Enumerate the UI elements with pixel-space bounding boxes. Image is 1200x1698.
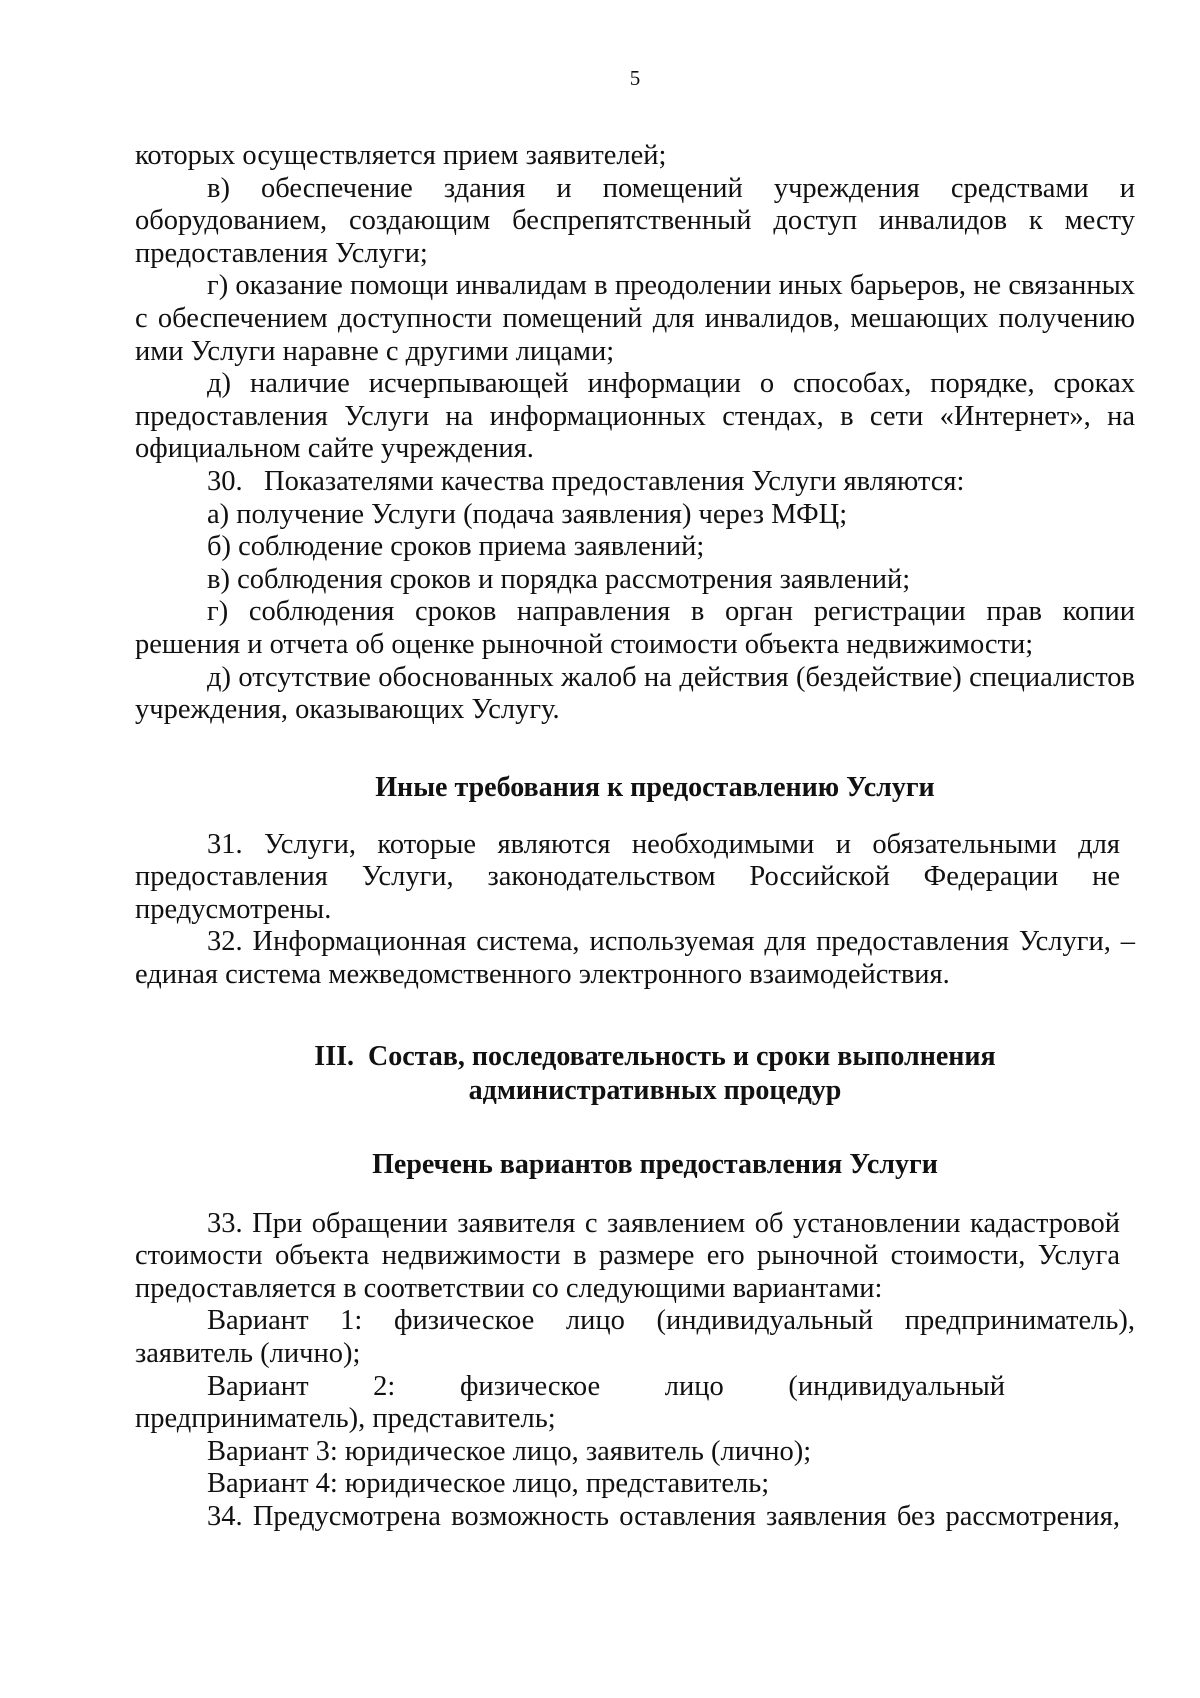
paragraph-31: 31. Услуги, которые являются необходимыми и обязательными для предоставления Услуги, законодательством Российской Федерации не предусмотрены. — [135, 828, 1120, 925]
paragraph-30-item-b: б) соблюдение сроков приема заявлений; — [207, 531, 705, 563]
paragraph-variant-3: Вариант 3: юридическое лицо, заявитель (лично); — [207, 1435, 812, 1467]
spacer — [135, 805, 1135, 829]
heading-wrapper — [135, 1148, 1135, 1182]
section-heading-line-2: административных процедур — [468, 1074, 842, 1106]
section-heading-line-1: III. Состав, последовательность и сроки выполнения — [314, 1040, 996, 1072]
spacer — [135, 727, 1135, 771]
paragraph-30-item-v: в) соблюдения сроков и порядка рассмотрения заявлений; — [207, 563, 911, 595]
paragraph-34: 34. Предусмотрена возможность оставления заявления без рассмотрения, — [207, 1501, 1120, 1532]
paragraph-continuation: которых осуществляется прием заявителей; — [135, 140, 667, 171]
paragraph-item-v-equipment: в) обеспечение здания и помещений учреждения средствами и оборудованием, создающим беспрепятственный доступ инвалидов к месту предоставления Услуги; — [135, 172, 1135, 269]
spacer — [135, 1182, 1135, 1208]
paragraph-30-quality-indicators: 30. Показателями качества предоставления Услуги являются: — [207, 465, 965, 497]
paragraph-variant-4: Вариант 4: юридическое лицо, представитель; — [207, 1468, 770, 1500]
page-number: 5 — [629, 66, 641, 90]
middle-block — [135, 829, 1120, 927]
paragraph-item-d-information: д) наличие исчерпывающей информации о способах, порядке, сроках предоставления Услуги на информационных стендах, в сети «Интернет», на официальном сайте учреждения. — [135, 368, 1135, 465]
heading-other-requirements: Иные требования к предоставлению Услуги — [375, 771, 935, 803]
paragraph-34-wrapper — [135, 1501, 1120, 1534]
paragraph-variant-2: Вариант 2: физическое лицо (индивидуальный предприниматель), представитель; — [135, 1370, 1005, 1435]
spacer — [135, 1108, 1135, 1148]
spacer — [135, 992, 1135, 1040]
heading-variants-list: Перечень вариантов предоставления Услуги — [372, 1148, 938, 1180]
heading-wrapper — [135, 771, 1135, 805]
paragraph-30-item-d: д) отсутствие обоснованных жалоб на действия (бездействие) специалистов учреждения, оказывающих Услугу. — [135, 661, 1135, 726]
paragraph-30-item-g: г) соблюдения сроков направления в орган регистрации прав копии решения и отчета об оценке рыночной стоимости объекта недвижимости; — [135, 596, 1135, 660]
section-heading-wrapper — [135, 1040, 1135, 1108]
bottom-block — [135, 1208, 1120, 1306]
paragraph-variant-1: Вариант 1: физическое лицо (индивидуальный предприниматель), заявитель (лично); — [135, 1305, 1135, 1370]
paragraph-32: 32. Информационная система, используемая для предоставления Услуги, – единая система межведомственного электронного взаимодействия. — [135, 926, 1135, 991]
paragraph-30-item-a: а) получение Услуги (подача заявления) через МФЦ; — [207, 498, 848, 530]
paragraph-33: 33. При обращении заявителя с заявлением об установлении кадастровой стоимости объекта недвижимости в размере его рыночной стоимости, Услуга предоставляется в соответствии со следующими вариантами: — [135, 1207, 1120, 1304]
paragraph-item-g-assistance: г) оказание помощи инвалидам в преодолении иных барьеров, не связанных с обеспечением доступности помещений для инвалидов, мешающих получению ими Услуги наравне с другими лицами; — [135, 270, 1135, 367]
document-body — [135, 140, 1135, 1534]
